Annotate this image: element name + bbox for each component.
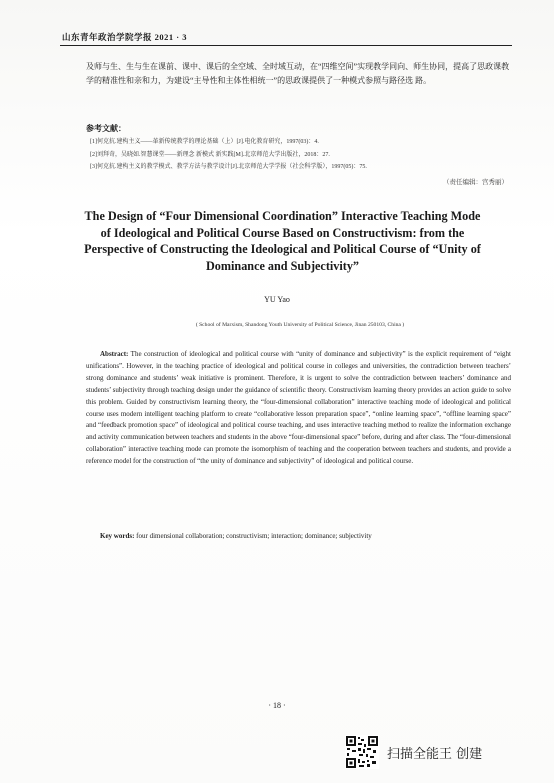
- keywords-label: Key words:: [100, 532, 135, 540]
- keywords-text: four dimensional collaboration; constructivism; interaction; dominance; subjectivity: [136, 532, 372, 540]
- continued-paragraph: 及师与生、生与生在课前、课中、课后的全空域、全时域互动，在“四维空间”实现教学同向、师生协同，提高了思政课教学的精准性和亲和力，为建设“主导性和主体性相统一”的思政课提供了一种模式参照与路径选 路。: [86, 62, 510, 85]
- abstract-text: The construction of ideological and political course with “unity of dominance and subjectivity” is the explicit requirement of “eight unifications”. However, in the teaching practice of ideological and political course in colleges and universities, the contradiction between teachers’ strong dominance and students’ weak initiative is prominent. Therefore, it is urgent to solve the contradiction between teachers’ dominance and students’ subjectivity through teaching design under the guidance of scientific theory. Constructivism learning theory provides an action guide to solve this problem. Guided by constructivism learning theory, the “four-dimensional collaboration” interactive teaching mode of ideological and political course uses modern intelligent teaching platform to create “collaborative lesson preparation space”, “online learning space”, “offline learning space” and “feedback promotion space” of ideological and political course teaching, and uses interactive teaching method to realize the information exchange and activity communication between teachers and students in the above “four-dimensional space” before, during and after class. The “four-dimensional collaboration” interactive teaching mode can promote the isomorphism of teaching and the cooperation between teachers and students, and provide a reference model for the construction of “the unity of dominance and subjectivity” of ideological and political course.: [86, 350, 511, 466]
- references-list: [90, 136, 500, 174]
- reference-item: [1]何克抗.建构主义——革新传统教学的理论基础（上）[J].电化教育研究，1997(03)：4.: [90, 139, 319, 145]
- abstract-label: Abstract:: [100, 350, 129, 358]
- header-rule: [60, 45, 512, 46]
- qr-code-icon: [345, 735, 379, 769]
- keywords: [100, 532, 510, 540]
- abstract: [86, 349, 511, 468]
- scanner-watermark: 扫描全能王 创建: [387, 747, 483, 762]
- author-affiliation: ( School of Marxism, Shandong Youth University of Political Science, Jinan 250103, China ): [195, 322, 405, 328]
- english-title: The Design of “Four Dimensional Coordination” Interactive Teaching Mode of Ideological and Political Course Based on Constructivism: from the Perspective of Constructing the Ideological and Political Course of “Unity of Dominance and Subjectivity”: [84, 209, 481, 273]
- responsible-editor: （责任编辑：宫秀丽）: [443, 179, 508, 186]
- reference-item: [2]刘拜奇，吴晓如.智慧课堂——新理念 新模式 新实践[M].北京师范大学出版社，2018：27.: [90, 151, 330, 158]
- references-title: 参考文献：: [86, 124, 126, 133]
- page-number: · 18 ·: [268, 701, 286, 710]
- running-header: 山东青年政治学院学报 2021 · 3: [62, 32, 187, 42]
- reference-item: [3]何克抗.建构主义的教学模式、教学方法与教学设计[J].北京师范大学学报（社会科学版），1997(05)：75.: [90, 164, 367, 170]
- author-name: YU Yao: [264, 295, 290, 304]
